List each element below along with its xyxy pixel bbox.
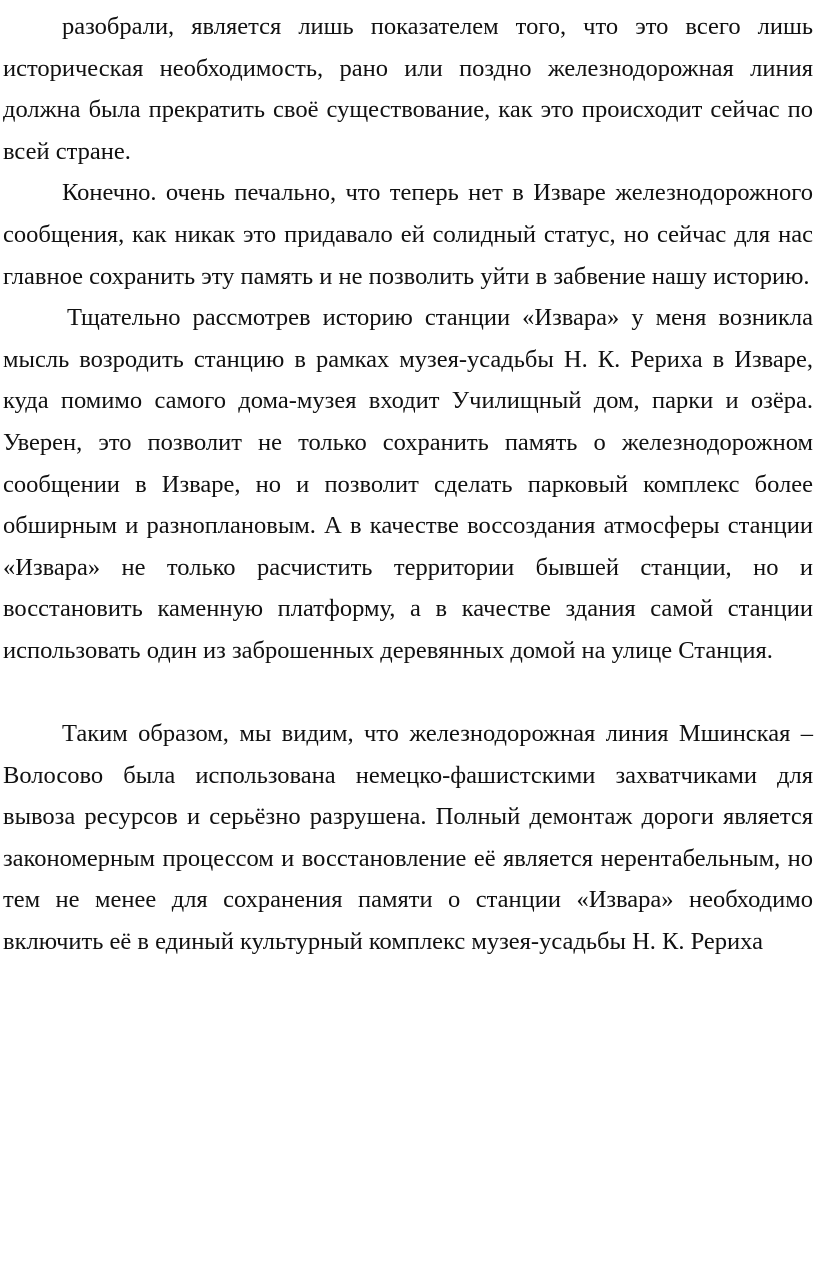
paragraph-continuation: разобрали, является лишь показателем того, что это всего лишь историческая необходимость, рано или поздно железнодорожная линия должна была прекратить своё существование, как это происходит сейчас по всей стране. bbox=[3, 13, 813, 165]
paragraph-spacer bbox=[3, 672, 813, 714]
paragraph-station-revival: Тщательно рассмотрев историю станции «Извара» у меня возникла мысль возродить станцию в рамках музея-усадьбы Н. К. Рериха в Изваре, куда помимо самого дома-музея входит Училищный дом, парки и озёра. Уверен, это позволит не только сохранить память о железнодорожном сообщении в Изваре, но и позволит сделать парковый комплекс более обширным и разноплановым. А в качестве воссоздания атмосферы станции «Извара» не только расчистить территории бывшей станции, но и восстановить каменную платформу, а в качестве здания самой станции использовать один из заброшенных деревянных домой на улице Станция. bbox=[3, 304, 813, 664]
document-body bbox=[3, 6, 813, 963]
paragraph-conclusion: Таким образом, мы видим, что железнодорожная линия Мшинская – Волосово была использована немецко-фашистскими захватчиками для вывоза ресурсов и серьёзно разрушена. Полный демонтаж дороги является закономерным процессом и восстановление её является нерентабельным, но тем не менее для сохранения памяти о станции «Извара» необходимо включить её в единый культурный комплекс музея-усадьбы Н. К. Рериха bbox=[3, 720, 813, 956]
paragraph-railway-loss: Конечно. очень печально, что теперь нет в Изваре железнодорожного сообщения, как никак это придавало ей солидный статус, но сейчас для нас главное сохранить эту память и не позволить уйти в забвение нашу историю. bbox=[3, 179, 813, 290]
